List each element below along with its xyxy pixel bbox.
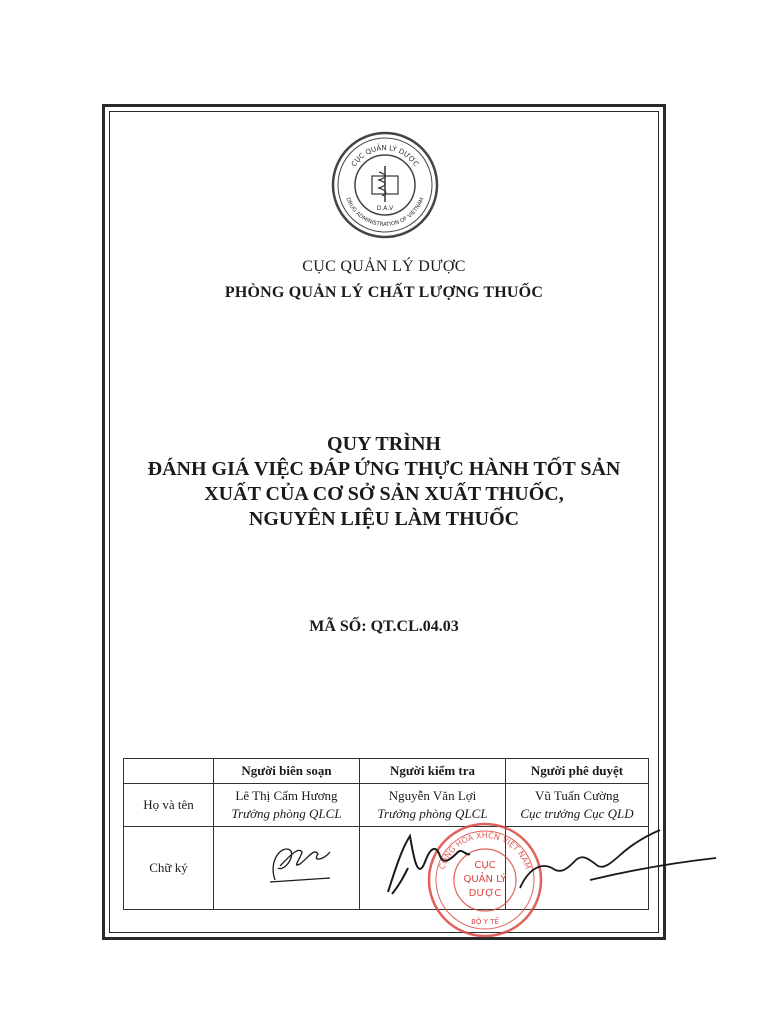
table-header-empty xyxy=(124,759,214,784)
title-line-3: XUẤT CỦA CƠ SỞ SẢN XUẤT THUỐC, xyxy=(204,483,564,505)
approver-name: Vũ Tuấn Cường xyxy=(535,788,619,803)
stamp-bottom-text: BỘ Y TẾ xyxy=(471,918,499,926)
stamp-center-1: CỤC xyxy=(474,860,496,871)
document-code: MÃ SỐ: QT.CL.04.03 xyxy=(309,618,459,635)
drafter-cell xyxy=(214,784,360,827)
ministry-seal-logo xyxy=(330,130,440,240)
document-title xyxy=(106,432,662,532)
reviewer-role: Trưởng phòng QLCL xyxy=(377,806,488,821)
drafter-name: Lê Thị Cẩm Hương xyxy=(235,788,338,803)
stamp-center-3: DƯỢC xyxy=(468,888,502,899)
title-line-4: NGUYÊN LIỆU LÀM THUỐC xyxy=(248,508,520,530)
approval-table xyxy=(123,758,649,910)
table-header-approver: Người phê duyệt xyxy=(506,759,649,784)
drafter-role: Trưởng phòng QLCL xyxy=(231,806,342,821)
approver-role: Cục trưởng Cục QLD xyxy=(520,806,634,821)
seal-ring-text: CỤC QUẢN LÝ DƯỢC xyxy=(349,143,421,169)
title-line-2: ĐÁNH GIÁ VIỆC ĐÁP ỨNG THỰC HÀNH TỐT SẢN xyxy=(147,458,621,480)
table-header-reviewer: Người kiểm tra xyxy=(360,759,506,784)
row-label-name: Họ và tên xyxy=(124,784,214,827)
row-label-signature: Chữ ký xyxy=(124,827,214,910)
stamp-ring-text: CỘNG HOÀ XHCN VIỆT NAM xyxy=(437,830,533,871)
title-line-1: QUY TRÌNH xyxy=(327,433,441,455)
agency-name: CỤC QUẢN LÝ DƯỢC xyxy=(302,258,466,275)
drafter-signature-cell xyxy=(214,827,360,910)
reviewer-name: Nguyễn Văn Lợi xyxy=(388,788,477,803)
seal-abbr: D.A.V xyxy=(376,205,394,212)
table-header-drafter: Người biên soạn xyxy=(214,759,360,784)
department-name: PHÒNG QUẢN LÝ CHẤT LƯỢNG THUỐC xyxy=(224,284,544,301)
stamp-center-2: QUẢN LÝ xyxy=(463,874,507,885)
official-red-stamp xyxy=(425,820,545,940)
seal-bottom-text: DRUG ADMINISTRATION OF VIETNAM xyxy=(344,196,426,229)
